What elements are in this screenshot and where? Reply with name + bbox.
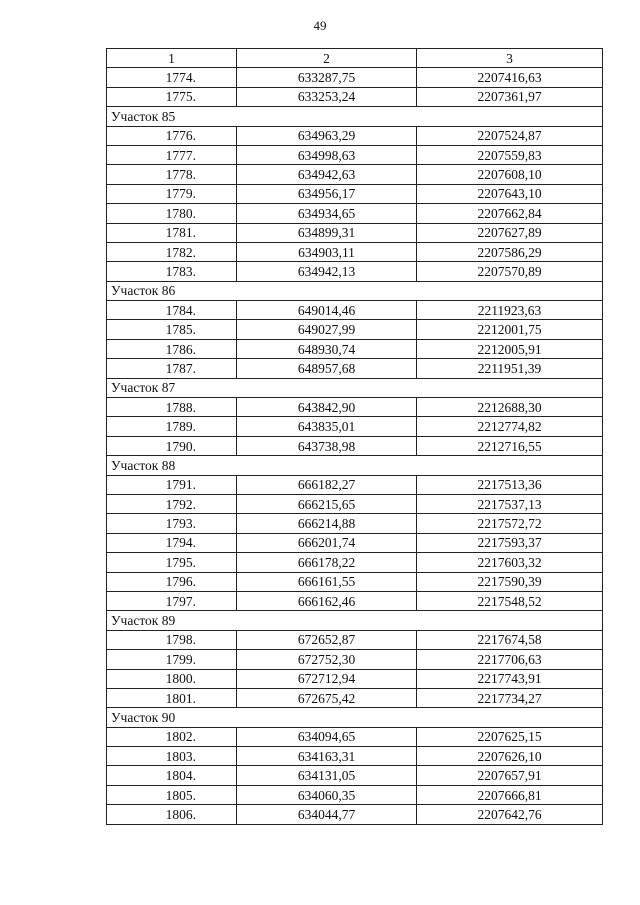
x-coordinate-cell: 643842,90 bbox=[237, 398, 417, 417]
table-row bbox=[107, 650, 603, 669]
x-coordinate-cell: 648930,74 bbox=[237, 339, 417, 358]
y-coordinate-cell: 2212005,91 bbox=[417, 339, 603, 358]
y-coordinate-cell: 2217572,72 bbox=[417, 514, 603, 533]
point-number-cell: 1786. bbox=[107, 339, 237, 358]
x-coordinate-cell: 666201,74 bbox=[237, 533, 417, 552]
point-number-cell: 1781. bbox=[107, 223, 237, 242]
table-row bbox=[107, 262, 603, 281]
y-coordinate-cell: 2207416,63 bbox=[417, 68, 603, 87]
table-row bbox=[107, 398, 603, 417]
table-row bbox=[107, 339, 603, 358]
y-coordinate-cell: 2207657,91 bbox=[417, 766, 603, 785]
table-row bbox=[107, 747, 603, 766]
table-row bbox=[107, 630, 603, 649]
coordinates-table bbox=[106, 48, 603, 825]
point-number-cell: 1805. bbox=[107, 785, 237, 804]
table-row bbox=[107, 785, 603, 804]
point-number-cell: 1789. bbox=[107, 417, 237, 436]
y-coordinate-cell: 2217743,91 bbox=[417, 669, 603, 688]
y-coordinate-cell: 2207586,29 bbox=[417, 242, 603, 261]
table-row bbox=[107, 533, 603, 552]
table-row bbox=[107, 805, 603, 824]
x-coordinate-cell: 666215,65 bbox=[237, 494, 417, 513]
x-coordinate-cell: 666214,88 bbox=[237, 514, 417, 533]
table-row bbox=[107, 68, 603, 87]
x-coordinate-cell: 634934,65 bbox=[237, 204, 417, 223]
point-number-cell: 1779. bbox=[107, 184, 237, 203]
y-coordinate-cell: 2212716,55 bbox=[417, 436, 603, 455]
x-coordinate-cell: 634131,05 bbox=[237, 766, 417, 785]
y-coordinate-cell: 2207643,10 bbox=[417, 184, 603, 203]
column-header-2: 2 bbox=[237, 49, 417, 68]
y-coordinate-cell: 2207662,84 bbox=[417, 204, 603, 223]
table-row bbox=[107, 572, 603, 591]
table-row bbox=[107, 417, 603, 436]
table-row bbox=[107, 669, 603, 688]
x-coordinate-cell: 634094,65 bbox=[237, 727, 417, 746]
y-coordinate-cell: 2217674,58 bbox=[417, 630, 603, 649]
y-coordinate-cell: 2207361,97 bbox=[417, 87, 603, 106]
section-title: Участок 87 bbox=[107, 378, 603, 397]
x-coordinate-cell: 634998,63 bbox=[237, 145, 417, 164]
y-coordinate-cell: 2217513,36 bbox=[417, 475, 603, 494]
x-coordinate-cell: 648957,68 bbox=[237, 359, 417, 378]
header-row bbox=[107, 49, 603, 68]
y-coordinate-cell: 2207570,89 bbox=[417, 262, 603, 281]
table-row bbox=[107, 494, 603, 513]
x-coordinate-cell: 666161,55 bbox=[237, 572, 417, 591]
section-title: Участок 86 bbox=[107, 281, 603, 300]
x-coordinate-cell: 634044,77 bbox=[237, 805, 417, 824]
table-row bbox=[107, 688, 603, 707]
point-number-cell: 1803. bbox=[107, 747, 237, 766]
point-number-cell: 1784. bbox=[107, 301, 237, 320]
point-number-cell: 1796. bbox=[107, 572, 237, 591]
x-coordinate-cell: 672652,87 bbox=[237, 630, 417, 649]
table-row bbox=[107, 475, 603, 494]
section-header-row bbox=[107, 456, 603, 475]
x-coordinate-cell: 634903,11 bbox=[237, 242, 417, 261]
point-number-cell: 1802. bbox=[107, 727, 237, 746]
x-coordinate-cell: 633287,75 bbox=[237, 68, 417, 87]
page-number: 49 bbox=[313, 18, 327, 33]
x-coordinate-cell: 666162,46 bbox=[237, 591, 417, 610]
x-coordinate-cell: 666182,27 bbox=[237, 475, 417, 494]
point-number-cell: 1777. bbox=[107, 145, 237, 164]
point-number-cell: 1800. bbox=[107, 669, 237, 688]
x-coordinate-cell: 633253,24 bbox=[237, 87, 417, 106]
table-row bbox=[107, 145, 603, 164]
x-coordinate-cell: 643835,01 bbox=[237, 417, 417, 436]
point-number-cell: 1790. bbox=[107, 436, 237, 455]
y-coordinate-cell: 2207642,76 bbox=[417, 805, 603, 824]
x-coordinate-cell: 649027,99 bbox=[237, 320, 417, 339]
y-coordinate-cell: 2207666,81 bbox=[417, 785, 603, 804]
table-row bbox=[107, 126, 603, 145]
x-coordinate-cell: 666178,22 bbox=[237, 553, 417, 572]
column-header-1: 1 bbox=[107, 49, 237, 68]
y-coordinate-cell: 2217590,39 bbox=[417, 572, 603, 591]
section-header-row bbox=[107, 708, 603, 727]
table-row bbox=[107, 184, 603, 203]
x-coordinate-cell: 634956,17 bbox=[237, 184, 417, 203]
x-coordinate-cell: 643738,98 bbox=[237, 436, 417, 455]
x-coordinate-cell: 634963,29 bbox=[237, 126, 417, 145]
table-row bbox=[107, 553, 603, 572]
point-number-cell: 1778. bbox=[107, 165, 237, 184]
table-row bbox=[107, 223, 603, 242]
y-coordinate-cell: 2217537,13 bbox=[417, 494, 603, 513]
point-number-cell: 1787. bbox=[107, 359, 237, 378]
point-number-cell: 1798. bbox=[107, 630, 237, 649]
y-coordinate-cell: 2207559,83 bbox=[417, 145, 603, 164]
y-coordinate-cell: 2217706,63 bbox=[417, 650, 603, 669]
y-coordinate-cell: 2212001,75 bbox=[417, 320, 603, 339]
point-number-cell: 1799. bbox=[107, 650, 237, 669]
point-number-cell: 1782. bbox=[107, 242, 237, 261]
point-number-cell: 1793. bbox=[107, 514, 237, 533]
x-coordinate-cell: 634942,63 bbox=[237, 165, 417, 184]
x-coordinate-cell: 672712,94 bbox=[237, 669, 417, 688]
point-number-cell: 1791. bbox=[107, 475, 237, 494]
point-number-cell: 1792. bbox=[107, 494, 237, 513]
point-number-cell: 1806. bbox=[107, 805, 237, 824]
y-coordinate-cell: 2217603,32 bbox=[417, 553, 603, 572]
point-number-cell: 1775. bbox=[107, 87, 237, 106]
y-coordinate-cell: 2207524,87 bbox=[417, 126, 603, 145]
y-coordinate-cell: 2207608,10 bbox=[417, 165, 603, 184]
section-title: Участок 89 bbox=[107, 611, 603, 630]
column-header-3: 3 bbox=[417, 49, 603, 68]
section-title: Участок 85 bbox=[107, 107, 603, 126]
point-number-cell: 1776. bbox=[107, 126, 237, 145]
table-header bbox=[107, 49, 603, 68]
y-coordinate-cell: 2212688,30 bbox=[417, 398, 603, 417]
x-coordinate-cell: 634942,13 bbox=[237, 262, 417, 281]
point-number-cell: 1774. bbox=[107, 68, 237, 87]
section-header-row bbox=[107, 107, 603, 126]
section-title: Участок 88 bbox=[107, 456, 603, 475]
table-row bbox=[107, 359, 603, 378]
point-number-cell: 1797. bbox=[107, 591, 237, 610]
section-header-row bbox=[107, 281, 603, 300]
point-number-cell: 1795. bbox=[107, 553, 237, 572]
point-number-cell: 1804. bbox=[107, 766, 237, 785]
section-header-row bbox=[107, 378, 603, 397]
y-coordinate-cell: 2217734,27 bbox=[417, 688, 603, 707]
y-coordinate-cell: 2207625,15 bbox=[417, 727, 603, 746]
table-row bbox=[107, 727, 603, 746]
table-body bbox=[107, 68, 603, 824]
table-row bbox=[107, 766, 603, 785]
y-coordinate-cell: 2217548,52 bbox=[417, 591, 603, 610]
table-row bbox=[107, 320, 603, 339]
point-number-cell: 1788. bbox=[107, 398, 237, 417]
section-title: Участок 90 bbox=[107, 708, 603, 727]
table-row bbox=[107, 436, 603, 455]
point-number-cell: 1801. bbox=[107, 688, 237, 707]
x-coordinate-cell: 634060,35 bbox=[237, 785, 417, 804]
x-coordinate-cell: 672675,42 bbox=[237, 688, 417, 707]
table-row bbox=[107, 204, 603, 223]
point-number-cell: 1794. bbox=[107, 533, 237, 552]
y-coordinate-cell: 2217593,37 bbox=[417, 533, 603, 552]
y-coordinate-cell: 2212774,82 bbox=[417, 417, 603, 436]
y-coordinate-cell: 2211923,63 bbox=[417, 301, 603, 320]
table-row bbox=[107, 591, 603, 610]
x-coordinate-cell: 634163,31 bbox=[237, 747, 417, 766]
section-header-row bbox=[107, 611, 603, 630]
y-coordinate-cell: 2207627,89 bbox=[417, 223, 603, 242]
table-row bbox=[107, 242, 603, 261]
table-row bbox=[107, 165, 603, 184]
x-coordinate-cell: 649014,46 bbox=[237, 301, 417, 320]
table-row bbox=[107, 301, 603, 320]
table-row bbox=[107, 514, 603, 533]
point-number-cell: 1785. bbox=[107, 320, 237, 339]
x-coordinate-cell: 672752,30 bbox=[237, 650, 417, 669]
table-row bbox=[107, 87, 603, 106]
y-coordinate-cell: 2211951,39 bbox=[417, 359, 603, 378]
y-coordinate-cell: 2207626,10 bbox=[417, 747, 603, 766]
x-coordinate-cell: 634899,31 bbox=[237, 223, 417, 242]
point-number-cell: 1783. bbox=[107, 262, 237, 281]
point-number-cell: 1780. bbox=[107, 204, 237, 223]
